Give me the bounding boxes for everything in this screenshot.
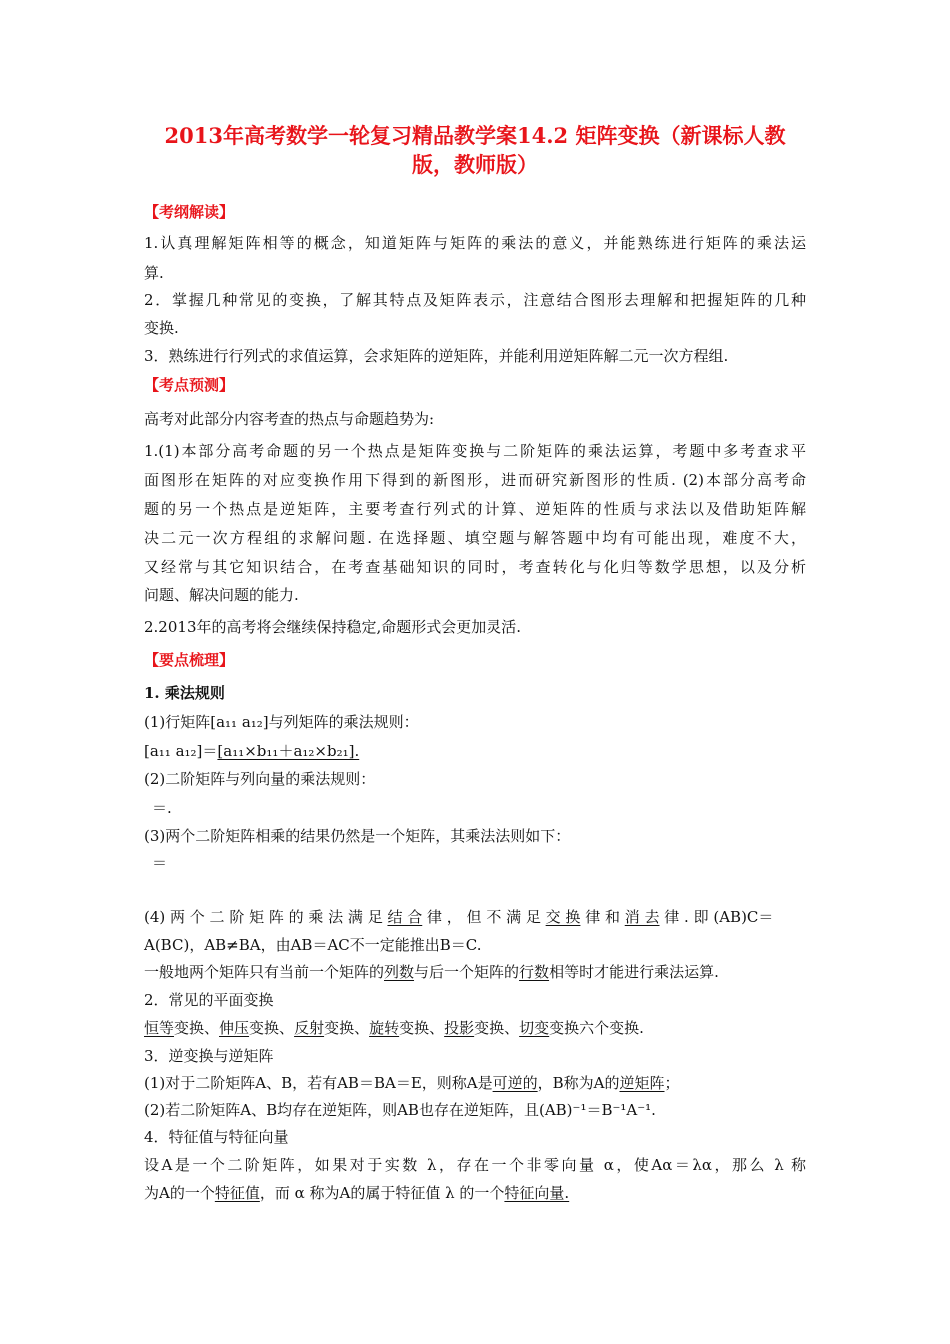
syllabus-item-2: 2．掌握几种常见的变换，了解其特点及矩阵表示，注意结合图形去理解和把握矩阵的几种 bbox=[144, 291, 806, 309]
rule-4-cancellation: 消 去 bbox=[624, 908, 660, 926]
rule-4 bbox=[144, 907, 773, 927]
section-heading-syllabus: 【考纲解读】 bbox=[144, 203, 235, 221]
transform-projection: 投影 bbox=[444, 1019, 475, 1037]
section-heading-forecast: 【考点预测】 bbox=[144, 376, 235, 394]
transform-sep: 变换、 bbox=[249, 1019, 295, 1037]
rule-5-text: 相等时才能进行乘法运算. bbox=[549, 963, 719, 981]
transform-reflection: 反射 bbox=[294, 1019, 325, 1037]
inverse-invertible: 可逆的 bbox=[492, 1074, 538, 1092]
rule-5-text: 与后一个矩阵的 bbox=[414, 963, 520, 981]
inverse-text: ； bbox=[664, 1074, 680, 1092]
rule-1-formula-left: [a₁₁ a₁₂]＝ bbox=[144, 742, 218, 760]
transform-end: 变换六个变换. bbox=[549, 1019, 644, 1037]
eigenvalue-term: 特征值 bbox=[214, 1184, 260, 1202]
transform-sep: 变换、 bbox=[324, 1019, 370, 1037]
inverse-rule-1 bbox=[144, 1073, 680, 1093]
forecast-item-1-line-2: 面图形在矩阵的对应变换作用下得到的新图形，进而研究新图形的性质. (2)本部分高考命 bbox=[144, 471, 806, 489]
section-heading-key-points: 【要点梳理】 bbox=[144, 651, 235, 669]
title-line-1: 2013年高考数学一轮复习精品教学案14.2 矩阵变换（新课标人教 bbox=[164, 123, 786, 148]
rule-1-formula bbox=[144, 741, 359, 761]
transform-sep: 变换、 bbox=[174, 1019, 220, 1037]
rule-4-text: 律 ， 但 不 满 足 bbox=[422, 908, 546, 926]
rule-2-formula: ＝. bbox=[152, 799, 172, 817]
rule-5-rows: 行数 bbox=[519, 963, 550, 981]
rule-3: (3)两个二阶矩阵相乘的结果仍然是一个矩阵，其乘法法则如下： bbox=[144, 827, 571, 845]
transform-list bbox=[144, 1018, 644, 1038]
document-title bbox=[120, 121, 830, 179]
forecast-item-1-line-6: 问题、解决问题的能力. bbox=[144, 586, 299, 604]
key-point-3-heading: 3．逆变换与逆矩阵 bbox=[144, 1047, 274, 1065]
rule-5-columns: 列数 bbox=[384, 963, 415, 981]
inverse-text: ，B称为A的 bbox=[537, 1074, 620, 1092]
transform-identity: 恒等 bbox=[144, 1019, 175, 1037]
rule-1: (1)行矩阵[a₁₁ a₁₂]与列矩阵的乘法规则： bbox=[144, 713, 419, 731]
key-point-4-heading: 4．特征值与特征向量 bbox=[144, 1128, 289, 1146]
transform-shear: 切变 bbox=[519, 1019, 550, 1037]
rule-4-text: 律 和 bbox=[580, 908, 625, 926]
syllabus-item-1-cont: 算. bbox=[144, 264, 164, 282]
eigen-text: ，而 α 称为A的属于特征值 λ 的一个 bbox=[259, 1184, 505, 1202]
eigenvector-term: 特征向量. bbox=[504, 1184, 570, 1202]
syllabus-item-3: 3．熟练进行行列式的求值运算，会求矩阵的逆矩阵，并能利用逆矩阵解二元一次方程组. bbox=[144, 347, 729, 365]
eigen-line-2 bbox=[144, 1183, 569, 1203]
rule-4-associative: 结 合 bbox=[387, 908, 423, 926]
transform-stretch: 伸压 bbox=[219, 1019, 250, 1037]
syllabus-item-1: 1.认真理解矩阵相等的概念，知道矩阵与矩阵的乘法的意义，并能熟练进行矩阵的乘法运 bbox=[144, 234, 806, 252]
eigen-text: 为A的一个 bbox=[144, 1184, 215, 1202]
inverse-rule-2: (2)若二阶矩阵A、B均存在逆矩阵，则AB也存在逆矩阵，且(AB)⁻¹＝B⁻¹A⁻¹. bbox=[144, 1101, 656, 1119]
key-point-2-heading: 2．常见的平面变换 bbox=[144, 991, 274, 1009]
transform-sep: 变换、 bbox=[474, 1019, 520, 1037]
rule-4-text: (4) 两 个 二 阶 矩 阵 的 乘 法 满 足 bbox=[144, 908, 388, 926]
forecast-item-1-line-5: 又经常与其它知识结合，在考查基础知识的同时，考查转化与化归等数学思想，以及分析 bbox=[144, 558, 806, 576]
rule-4-commutative: 交 换 bbox=[545, 908, 581, 926]
forecast-intro: 高考对此部分内容考查的热点与命题趋势为: bbox=[144, 410, 435, 428]
forecast-item-1-line-1: 1.(1)本部分高考命题的另一个热点是矩阵变换与二阶矩阵的乘法运算，考题中多考查求平 bbox=[144, 442, 806, 460]
transform-rotation: 旋转 bbox=[369, 1019, 400, 1037]
forecast-item-2: 2.2013年的高考将会继续保持稳定,命题形式会更加灵活. bbox=[144, 618, 522, 636]
forecast-item-1-line-4: 决二元一次方程组的求解问题. 在选择题、填空题与解答题中均有可能出现，难度不大， bbox=[144, 529, 806, 547]
rule-5-text: 一般地两个矩阵只有当前一个矩阵的 bbox=[144, 963, 385, 981]
rule-5 bbox=[144, 962, 719, 982]
syllabus-item-2-cont: 变换. bbox=[144, 319, 179, 337]
inverse-text: (1)对于二阶矩阵A、B，若有AB＝BA＝E，则称A是 bbox=[144, 1074, 493, 1092]
rule-3-formula: ＝ bbox=[152, 854, 168, 872]
forecast-item-1-line-3: 题的另一个热点是逆矩阵，主要考查行列式的计算、逆矩阵的性质与求法以及借助矩阵解 bbox=[144, 500, 806, 518]
inverse-matrix-term: 逆矩阵 bbox=[619, 1074, 665, 1092]
title-line-2: 版，教师版） bbox=[412, 152, 538, 177]
rule-4-cont: A(BC)，AB≠BA，由AB＝AC不一定能推出B＝C. bbox=[144, 936, 482, 954]
rule-2: (2)二阶矩阵与列向量的乘法规则： bbox=[144, 770, 376, 788]
rule-1-formula-right: [a₁₁×b₁₁＋a₁₂×b₂₁]. bbox=[217, 742, 360, 760]
rule-4-text: 律 . 即 (AB)C＝ bbox=[659, 908, 774, 926]
transform-sep: 变换、 bbox=[399, 1019, 445, 1037]
eigen-line-1: 设A是一个二阶矩阵，如果对于实数 λ，存在一个非零向量 α，使Aα＝λα，那么 λ 称 bbox=[144, 1156, 806, 1174]
key-point-1-heading: 1. 乘法规则 bbox=[144, 684, 225, 702]
